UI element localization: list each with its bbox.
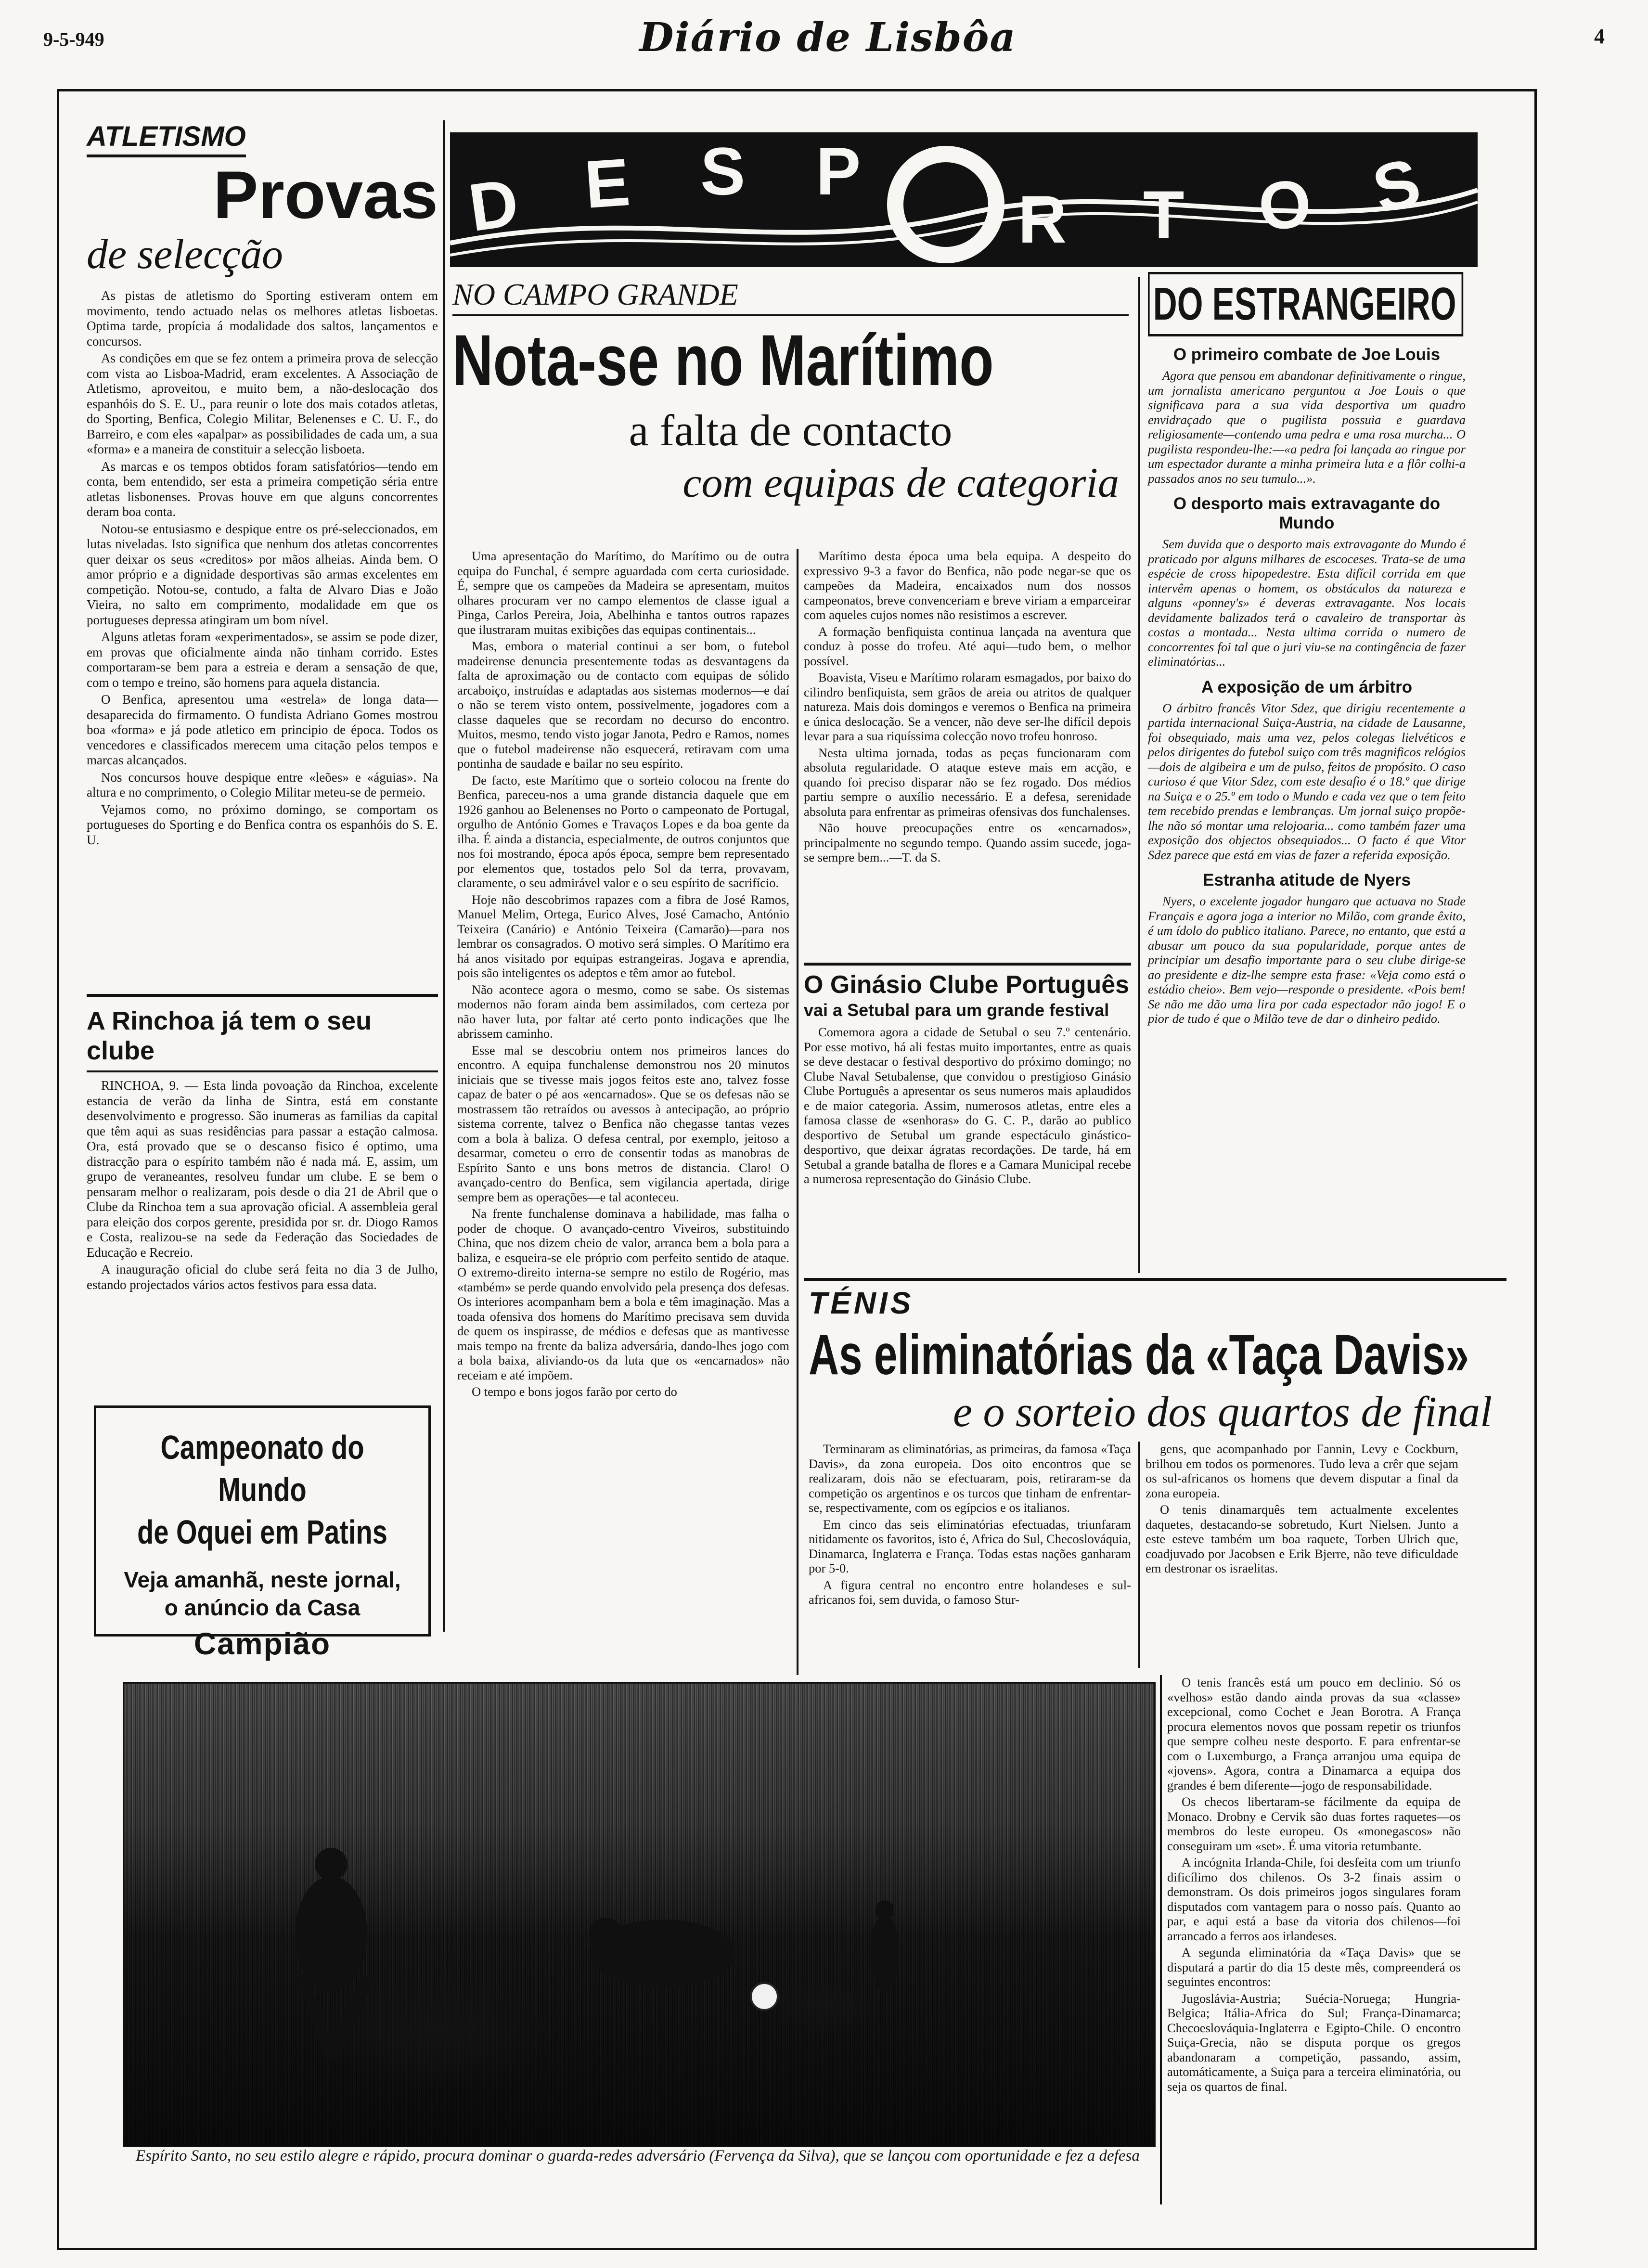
banner-letter: E — [582, 143, 632, 223]
maritimo-article — [452, 277, 1129, 510]
article-deck: a falta de contacto — [629, 406, 953, 455]
paragraph: Esse mal se descobriu ontem nos primeiros lances do encontro. A equipa funchalense demonstrou nos 20 minutos iniciais que se tivesse mais jogos feitos este ano, talvez fosse capaz de bater o pé aos «encarnados». Que se os defesas não se mostrassem tão retraídos ou avessos à antecipação, ao próprio sistema corrente, talvez o Benfica não chegasse tantas vezes com a bola à baliza. O defesa central, por exemplo, jeitoso a desarmar, cometeu o erro de consentir todas as manobras de Espírito Santo e uns bons metros de distancia. Claro! O avançado-centro do Benfica, sem vigilancia apertada, dirige sempre bem as operações—e tal aconteceu. — [457, 1043, 789, 1204]
article-kicker: NO CAMPO GRANDE — [452, 277, 1129, 316]
rinchoa-article — [87, 1006, 438, 1294]
article-deck: com equipas de categoria — [682, 460, 1119, 506]
maritimo-column-2 — [804, 549, 1131, 867]
paragraph: Alguns atletas foram «experimentados», se assim se pode dizer, em provas que oficialmente ainda não tinham corrido. Estes comportaram-se bem para a estreia e deram a sensação de que, com o tempo e treino, são homens para aquela distancia. — [87, 630, 438, 690]
paragraph: Jugoslávia-Austria; Suécia-Noruega; Hungria-Belgica; Itália-Africa do Sul; França-Dinamarca; Checoeslováquia-Inglaterra e Egipto-Chile. O encontro Suiça-Grecia, não se disputa porque os gregos abandonaram a competição, passando, assim, automáticamente, a Suiça para a terceira eliminatória, ou seja os quartos de final. — [1167, 1991, 1461, 2094]
tenis-column-1 — [809, 1442, 1131, 1609]
paragraph: Comemora agora a cidade de Setubal o seu 7.º centenário. Por esse motivo, há ali festas muito importantes, entre as quais se deve destacar o festival desportivo do próximo domingo; no Clube Naval Setubalense, que convidou o prestigioso Ginásio Clube Português a apresentar os seus numeros mais aplaudidos e de maior categoria. Assim, numerosos atletas, entre eles a famosa classe de «senhoras» do G. C. P., darão ao publico desportivo de Setubal um grande espectáculo ginástico-desportivo, que deixar ágratas recordações. De tarde, há em Setubal a grande batalha de flores e a Camara Municipal recebe a numerosa representação do Ginásio Clube. — [804, 1025, 1131, 1186]
article-title: Provas — [213, 157, 438, 232]
tenis-article — [809, 1285, 1502, 1437]
ad-text: Veja amanhã, neste jornal, o anúncio da Casa — [124, 1567, 401, 1620]
column-rule — [1160, 1675, 1162, 2204]
ginasio-article — [804, 970, 1131, 1188]
paragraph: Nesta ultima jornada, todas as peças funcionaram com absoluta regularidade. O ataque esteve mais em acção, e quando foi preciso disparar não se fez rogado. Dos médios partiu sempre o auxílio necessário. E a defesa, serenidade absoluta para enfrentar as primeiras ofensivas dos funchalenses. — [804, 745, 1131, 819]
ad-title-line: de Oquei em Patins — [137, 1513, 387, 1551]
paragraph: A incógnita Irlanda-Chile, foi desfeita com um triunfo dificílimo dos chilenos. Os 3-2 finais assim o demonstram. Os dois primeiros jogos singulares foram disputados com vantagem para o nosso país. Quanto ao par, e aqui está a base da vitoria dos chilenos—foi arrancado a ferros aos irlandeses. — [1167, 1855, 1461, 1943]
brief-head: O desporto mais extravagante do Mundo — [1173, 494, 1441, 532]
brief-text: Sem duvida que o desporto mais extravagante do Mundo é praticado por alguns milhares de escoceses. Trata-se de uma espécie de cross hipopedestre. Esta difícil corrida em que intervêm apenas o homem, os obstáculos da natureza e alguns «ponney's» é deveras extravagante. Nos locais devidamente balizados terá o cavaleiro de transportar às costas a montada... Nesta ultima corrida o numero de concorrentes foi tal que o juri viu-se na contingência de fazer eliminatórias... — [1148, 537, 1466, 669]
banner-letter: D — [464, 164, 523, 246]
column-rule — [443, 120, 445, 1632]
ad-brand: Campião — [193, 1626, 331, 1661]
article-title: A Rinchoa já tem o seu clube — [87, 1006, 438, 1072]
paragraph: Terminaram as eliminatórias, as primeiras, da famosa «Taça Davis», da zona europeia. Dos oito encontros que se realizaram, dois não se efectuaram, pois, retiraram-se da competição os argentinos e os turcos que tinham de enfrentar-se, respectivamente, com os egípcios e os italianos. — [809, 1442, 1131, 1515]
brief-text: Agora que pensou em abandonar definitivamente o ringue, um jornalista americano perguntou a Joe Louis o que significava para a sua vida desportiva um quadro envidraçado que o pugilista possuia e guardava religiosamente—contendo uma pedra e uma rosa murcha... O pugilista respondeu-lhe:—«a pedra foi lançada ao ringue por um espectador durante a minha primeira luta e a flôr colhi-a passados anos no seu tumulo...». — [1148, 368, 1466, 486]
brief-list — [1148, 345, 1466, 1026]
paragraph: A inauguração oficial do clube será feita no dia 3 de Julho, estando projectados vários actos festivos para essa data. — [87, 1262, 438, 1292]
article-title: O Ginásio Clube Português — [804, 971, 1130, 999]
article-body — [804, 549, 1131, 865]
paragraph: Marítimo desta época uma bela equipa. A despeito do expressivo 9-3 a favor do Benfica, não pode negar-se que os campeões da Madeira, encaixados num dos nossos campeonatos, breve convenceriam e breve viriam a emparceirar com aqueles cujos nomes não resistimos a escrever. — [804, 549, 1131, 622]
banner-letter: S — [700, 133, 746, 209]
divider — [804, 1278, 1506, 1281]
banner-letter: T — [1143, 177, 1184, 252]
divider — [87, 994, 438, 997]
divider — [804, 963, 1131, 966]
paragraph: De facto, este Marítimo que o sorteio colocou na frente do Benfica, pareceu-nos a uma grande distancia daquele que em 1926 ganhou ao Belenenses no Porto o campeonato de Portugal, orgulho de António Gomes e Travaços Lopes e da boa gente da ilha. É ainda a distancia, especialmente, de outros conjuntos que nos foi mostrando, época após época, sempre bem representado por elementos que, tostados pelo Sol da terra, provavam, claramente, o seu admirável valor e o seu espírito de sacrifício. — [457, 773, 789, 890]
section-title: DO ESTRANGEIRO — [1148, 272, 1463, 336]
article-body — [87, 1078, 438, 1292]
paragraph: Não acontece agora o mesmo, como se sabe. Os sistemas modernos não foram ainda bem assimilados, com certeza por não haver luta, por faltar até certo ponto indicações que lhe abrissem caminho. — [457, 982, 789, 1041]
column-rule — [1138, 1442, 1140, 1668]
match-photo — [123, 1682, 1156, 2147]
paragraph: O tempo e bons jogos farão por certo do — [472, 1384, 677, 1399]
section-kicker: TÉNIS — [809, 1286, 914, 1320]
paragraph: As pistas de atletismo do Sporting estiveram ontem em movimento, tendo actuado nelas os melhores atletas lisboetas. Optima tarde, propícia á modalidade dos saltos, lançamentos e concursos. — [87, 288, 438, 348]
advertisement-box — [94, 1405, 431, 1661]
article-headline: As eliminatórias da «Taça Davis» — [809, 1323, 1469, 1387]
article-subtitle: vai a Setubal para um grande festival — [804, 1000, 1109, 1020]
brief-text: Nyers, o excelente jogador hungaro que actuava no Stade Français e agora joga a interior no Milão, com grande êxito, é um ídolo do publico italiano. Parece, no entanto, que está a abusar um pouco da sua popularidade, porque antes de principiar um desafio importante para o seu clube dirige-se ao presidente e diz-lhe sempre esta frase: «Veja como está o estádio cheio». Bem vejo—responde o presidente. «Pois bem! Se não me dão uma lira por cada espectador não jogo! E o pior de tudo é que o Milão teve de dar o dinheiro pedido. — [1148, 894, 1466, 1026]
paragraph: Hoje não descobrimos rapazes com a fibra de José Ramos, Manuel Melim, Ortega, Eurico Alves, José Camacho, António Teixeira (Canário) e António Teixeira (Camarão)—para nos lembrar os consagrados. O motivo será simples. O Marítimo era há anos visitado por equipas estrangeiras. Jogava e aprendia, pois são inteligentes os adeptos e têm amor ao futebol. — [457, 892, 789, 980]
banner-letter: S — [1365, 143, 1428, 228]
paragraph: Notou-se entusiasmo e despique entre os pré-seleccionados, em lutas niveladas. Isto significa que nenhum dos atletas concorrentes quer deixar os seus «creditos» por mãos alheias. Ainda bem. O amor próprio e a dignidade desportivas são armas excelentes em competição. Notou-se, contudo, a falta de Alvaro Dias e João Vieira, no salto em comprimento, modalidade em que os portugueses depressa atingiram um bom nível. — [87, 521, 438, 627]
paragraph: Boavista, Viseu e Marítimo rolaram esmagados, por baixo do cilindro benfiquista, sem grãos de areia ou atritos de qualquer natureza. Mais dois domingos e veremos o Benfica na primeira e única deslocação. Se a vencer, não deve ser-lhe difícil depois levar para a sua riquíssima colecção novo trofeu honroso. — [804, 670, 1131, 743]
paragraph: Mas, embora o material continui a ser bom, o futebol madeirense denuncia presentemente todas as desvantagens da falta de aproximação ou de contacto com equipas de sólido arcaboiço, instruídas e adaptadas aos sistemas modernos—e daí o não se terem visto ontem, possivelmente, jogadores com a classe daqueles que se recordam no decurso do encontro. Muitos, mesmo, tendo visto jogar Janota, Pedro e Ramos, nomes que o futebol madeirense não esquecerá, retiravam com uma pontinha de saudade e bailar no seu espírito. — [457, 639, 789, 771]
section-kicker: ATLETISMO — [87, 120, 246, 157]
brief-head: Estranha atitude de Nyers — [1203, 871, 1411, 889]
paragraph: Na frente funchalense dominava a habilidade, mas falha o poder de choque. O avançado-centro Viveiros, substituindo China, que nos dizem cheio de valor, arranca bem a bola para a baliza, e esqueira-se ele próprio com perfeito sentido de ataque. O extremo-direito interna-se sempre no estilo de Rogério, mas «também» se perde quando envolvido pela presença dos defesas. Os interiores acompanham bem a bola e têm imaginação. Mas a toada ofensiva dos homens do Marítimo precisava sem duvida de quem os inspirasse, de médios e defesas que as mantivesse mais tempo na frente da baliza adversária, dando-lhes jogo com a bola baixa, aliviando-os da luta que os «encarnados» não receiam e até impõem. — [457, 1206, 789, 1382]
paragraph: As condições em que se fez ontem a primeira prova de selecção com vista ao Lisboa-Madrid, eram excelentes. A Associação de Atletismo, aproveitou, e muito bem, a não-deslocação dos espanhóis do S. E. U., para reunir o lote dos mais cotados atletas, do Sporting, Benfica, Colegio Militar, Belenenses e C. U. F., do Barreiro, e com eles «apalpar» as possibilidades de cada um, a sua «forma» e a maneira de constituir a selecção lisboeta. — [87, 351, 438, 456]
banner-letter: P — [816, 133, 861, 209]
article-headline: Nota-se no Marítimo — [452, 320, 994, 400]
paragraph: O tenis francês está um pouco em declinio. Só os «velhos» estão dando ainda provas da sua «classe» excepcional, como Cochet e Jean Borotra. A França procura elementos novos que possam repetir os triunfos que sempre colheu neste desporto. E para enfrentar-se com o Luxemburgo, a França arranjou uma equipa de «jovens». Agora, contra a Dinamarca a equipa dos grandes é bem diferente—jogo de responsabilidade. — [1167, 1675, 1461, 1792]
estrangeiro-section — [1148, 272, 1466, 1026]
article-body — [1167, 1675, 1461, 2094]
brief-text: O árbitro francês Vitor Sdez, que dirigiu recentemente a partida internacional Suiça-Austria, na cidade de Lausanne, foi obsequiado, mais uma vez, pelos colegas lielvéticos e pelos dirigentes do futebol suiço com três magnificos relógios—dois de algibeira e um de pulso, feitos de propósito. O caso curioso é que Vitor Sdez, com este desafio é o 18.º que dirige na Suiça e o 25.º em todo o Mundo e cada vez que o tem feito tem recebido prendas e lembranças. Um jornal suiço propõe-lhe não só montar uma relojoaria... como também fazer uma exposição dos objectos obsequiados... O facto é que Vitor Sdez parece que está em vias de fazer a referida exposição. — [1148, 700, 1466, 862]
tenis-column-2 — [1146, 1442, 1458, 1578]
paragraph: O Benfica, apresentou uma «estrela» de longa data—desaparecida do firmamento. O fundista Adriano Gomes mostrou boa «forma» e já pode atletico em principio de época. Todos os vencedores e classificados merecem uma citação pelos tempos e marcas alcançados. — [87, 692, 438, 767]
ad-title-line: Campeonato do Mundo — [160, 1429, 364, 1508]
brief-head: O primeiro combate de Joe Louis — [1173, 345, 1441, 364]
photo-caption: Espírito Santo, no seu estilo alegre e rápido, procura dominar o guarda-redes adversário (Fervença da Silva), que se lançou com oportunidade e fez a defesa — [136, 2147, 1140, 2165]
paragraph: Vejamos como, no próximo domingo, se comportam os portugueses do Sporting e do Benfica contra os espanhóis do S. E. U. — [87, 802, 438, 847]
paragraph: Uma apresentação do Marítimo, do Marítimo ou de outra equipa do Funchal, é sempre aguardada com certa curiosidade. É, sempre que os campeões da Madeira se apresentam, muitos olhares procuram ver no campo elementos de classe igual a Pinga, Carlos Pereira, Joia, Abelhinha e tantos outros rapazes que ilustraram muitas exibições das equipas continentais... — [457, 549, 789, 637]
page-number: 4 — [1594, 25, 1605, 48]
article-body — [87, 288, 438, 848]
paragraph: Em cinco das seis eliminatórias efectuadas, triunfaram nitidamente os favoritos, isto é, Africa do Sul, Checoslováquia, Dinamarca, Inglaterra e França. Todas estas nações ganharam por 5-0. — [809, 1517, 1131, 1575]
article-deck: e o sorteio dos quartos de final — [953, 1388, 1492, 1436]
brief-head: A exposição de um árbitro — [1201, 677, 1413, 696]
article-body — [457, 549, 789, 1399]
paragraph: RINCHOA, 9. — Esta linda povoação da Rinchoa, excelente estancia de verão da linha de Sintra, está em constante desenvolvimento e progresso. São inumeras as familias da capital que têm aqui as suas residências para passar a estação calmosa. Ora, está provado que se o descanso fisico é optimo, uma distracção para o espírito também não é nada má. E, assim, um grupo de veraneantes, resolveu fundar um clube. E se bem o pensaram melhor o realizaram, pois desde o dia 21 de Abril que o Clube da Rinchoa tem a sua aprovação oficial. A assembleia geral para eleição dos corpos gerente, presidida por sr. dr. Diogo Ramos e Costa, realizou-se na sede da Federação das Sociedades de Educação e Recreio. — [87, 1078, 438, 1260]
tenis-column-3 — [1167, 1675, 1461, 2096]
newspaper-title: Diário de Lisbôa — [639, 14, 1017, 61]
article-body — [809, 1442, 1131, 1607]
ad-title — [129, 1426, 395, 1553]
banner-letter: R — [1018, 181, 1067, 257]
paragraph: Os checos libertaram-se fácilmente da equipa de Monaco. Drobny e Cervik são duas fortes raquetes—os membros do leste europeu. Os «monegascos» não conseguiram um «set». É uma vitoria retumbante. — [1167, 1794, 1461, 1853]
issue-date: 9-5-949 — [43, 28, 104, 50]
article-subtitle: de selecção — [87, 231, 283, 278]
paragraph: A figura central no encontro entre holandeses e sul-africanos foi, sem duvida, o famoso Stur- — [809, 1577, 1131, 1607]
paragraph: gens, que acompanhado por Fannin, Levy e Cockburn, brilhou em todos os pormenores. Tudo leva a crêr que sejam os sul-africanos os homens que devem disputar a final da zona europeia. — [1146, 1442, 1458, 1500]
article-body — [804, 1025, 1131, 1186]
column-rule — [1138, 277, 1140, 1273]
paragraph: Não houve preocupações entre os «encarnados», principalmente no segundo tempo. Quando assim sucede, joga-se sempre bem...—T. da S. — [804, 821, 1131, 864]
column-rule — [797, 549, 798, 1675]
paragraph: O tenis dinamarquês tem actualmente excelentes daquetes, destacando-se sobretudo, Kurt Nielsen. Junto a este esteve também um boa raquete, Torben Ulrich que, coadjuvado por Jacobsen e Erik Bjerre, não teve dificuldade em destronar os israelitas. — [1146, 1502, 1458, 1575]
desportos-banner — [450, 132, 1478, 267]
paragraph: A segunda eliminatória da «Taça Davis» que se disputará a partir do dia 15 deste mês, compreenderá os seguintes encontros: — [1167, 1945, 1461, 1989]
players-silhouette — [124, 1684, 1154, 2146]
paragraph: As marcas e os tempos obtidos foram satisfatórios—tendo em conta, bem entendido, ser esta a primeira competição séria entre atletas lisbonenses. Provas houve em que alguns concorrentes deram boa conta. — [87, 459, 438, 519]
paragraph: A formação benfiquista continua lançada na aventura que conduz à posse do trofeu. Até aqui—tudo bem, o melhor possível. — [804, 624, 1131, 668]
paragraph: Nos concursos houve despique entre «leões» e «águias». Na altura e no comprimento, o Colegio Militar meteu-se de permeio. — [87, 770, 438, 799]
banner-letter: O — [1255, 164, 1315, 245]
atletismo-section — [87, 120, 438, 850]
article-body — [1146, 1442, 1458, 1576]
maritimo-column-1 — [457, 549, 789, 1401]
